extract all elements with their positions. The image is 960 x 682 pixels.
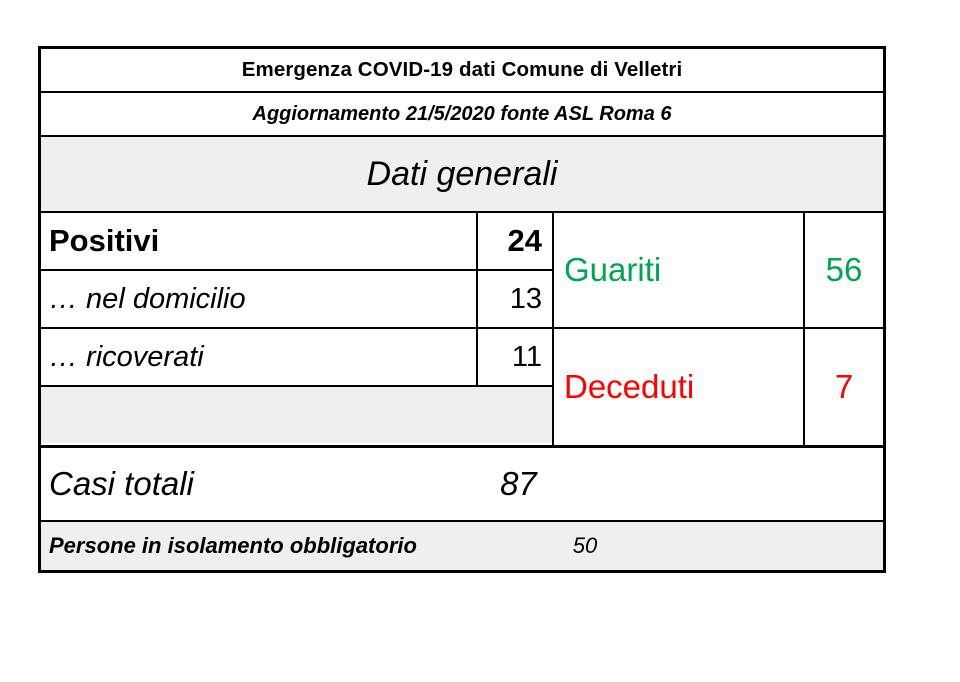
update-subtitle: Aggiornamento 21/5/2020 fonte ASL Roma 6: [252, 102, 672, 125]
isolation-row: [41, 522, 883, 570]
section-heading-row: [41, 137, 883, 213]
row-value-guariti: 56: [803, 213, 883, 327]
left-column: [41, 213, 554, 445]
row-value-ricoverati: 11: [476, 329, 552, 385]
table-subtitle-row: [41, 93, 883, 137]
table-row: [41, 271, 552, 329]
row-label-domicilio: … nel domicilio: [49, 282, 246, 315]
general-data-grid: [41, 213, 883, 448]
page-title: Emergenza COVID-19 dati Comune di Velletri: [241, 58, 683, 81]
totals-label: Casi totali: [49, 465, 194, 502]
right-column: [554, 213, 883, 445]
totals-row: [41, 448, 883, 522]
covid-data-table: [38, 46, 886, 573]
row-value-positivi: 24: [476, 213, 552, 269]
table-row: [554, 213, 883, 329]
table-row: [554, 329, 883, 445]
row-label-guariti: Guariti: [564, 251, 662, 288]
isolation-value: 50: [572, 533, 598, 558]
table-row: [41, 213, 552, 271]
row-value-deceduti: 7: [803, 329, 883, 445]
table-title-row: [41, 49, 883, 93]
row-label-positivi: Positivi: [49, 223, 160, 258]
section-heading: Dati generali: [366, 154, 558, 193]
totals-value: 87: [500, 465, 537, 502]
row-label-deceduti: Deceduti: [564, 368, 695, 405]
empty-filler-cell: [41, 387, 552, 443]
row-label-ricoverati: … ricoverati: [49, 340, 204, 373]
row-value-domicilio: 13: [476, 271, 552, 327]
table-row: [41, 329, 552, 387]
isolation-label: Persone in isolamento obbligatorio: [49, 533, 417, 558]
